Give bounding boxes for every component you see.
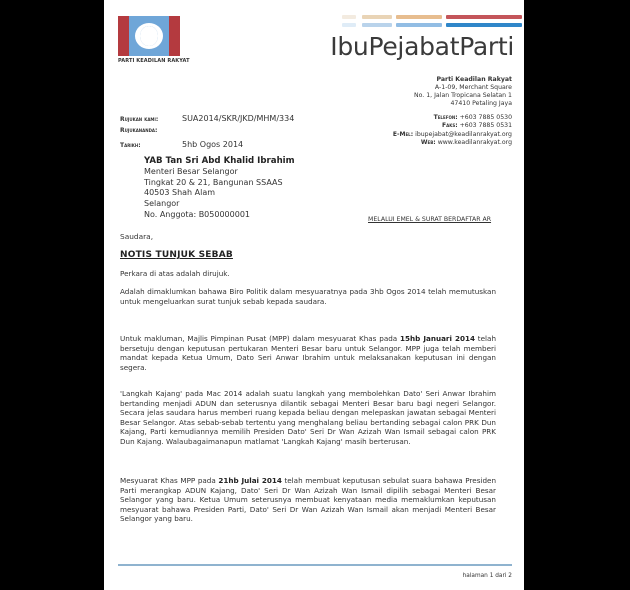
- web-row: [393, 139, 512, 147]
- text-run: telah membuat keputusan sebulat suara bahawa Presiden Parti merangkap ADUN Kajang, Dato' Seri Dr Wan Azizah Wan Ismail dipilih sebagai Menteri Besar Selangor yang baru. Ketua Umum seterusnya membuat kenyataan media memaklumkan keputusan mesyuarat bahawa Presiden Parti, Dato' Seri Dr Wan Azizah Wan Ismail akan menjadi Menteri Besar Selangor yang baru.: [120, 476, 496, 524]
- paragraph-3: 'Langkah Kajang' pada Mac 2014 adalah suatu langkah yang membolehkan Dato' Seri Anwar Ibrahim bertanding menjadi ADUN dan seterusnya dilantik sebagai Menteri Besar baru bagi negeri Selangor. Secara jelas saudara harus memberi ruang kepada beliau dengan melepaskan jawatan sebagai Menteri Besar Selangor. Atas sebab-sebab tertentu yang menghalang beliau bertanding sebagai calon PRK Dun Kajang, Parti kemudiannya memilih Presiden Dato' Seri Dr Wan Azizah Wan Ismail sebagai calon PRK Dun Kajang. Walaubagaimanapun matlamat 'Langkah Kajang' masih berterusan.: [120, 389, 496, 446]
- color-bar-bottom: [342, 23, 514, 27]
- contact-info: [393, 114, 512, 147]
- telephone-value: +603 7885 0530: [459, 114, 512, 121]
- logo-eye-inner: [140, 26, 158, 46]
- bold-date: 15hb Januari 2014: [400, 334, 475, 343]
- fax-value: +603 7885 0531: [459, 122, 512, 130]
- footer-divider: [118, 564, 512, 566]
- bar-segment: [446, 15, 522, 19]
- party-logo: [118, 16, 180, 56]
- bar-segment: [342, 15, 356, 19]
- brand-title: IbuPejabatParti: [330, 32, 514, 61]
- office-address: [414, 76, 512, 108]
- web-label: Web:: [420, 138, 436, 146]
- bar-segment: [446, 23, 522, 27]
- bar-segment: [362, 15, 392, 19]
- logo-caption: PARTI KEADILAN RAKYAT: [118, 58, 190, 64]
- our-ref-value: SUA2014/SKR/JKD/MHM/334: [182, 114, 295, 123]
- recipient-block: [144, 156, 295, 221]
- text-run: Untuk makluman, Majlis Pimpinan Pusat (MPP) dalam mesyuarat Khas pada: [120, 334, 401, 343]
- telephone-label: Telefon:: [433, 114, 458, 121]
- address-line: No. 1, Jalan Tropicana Selatan 1: [414, 92, 512, 99]
- date-label: Tarikh:: [120, 142, 141, 149]
- recipient-line: Selangor: [144, 199, 180, 209]
- fax-label: Faks:: [442, 122, 458, 130]
- text-run: Mesyuarat Khas MPP pada: [120, 476, 219, 485]
- recipient-line: 40503 Shah Alam: [144, 188, 216, 198]
- bar-segment: [362, 23, 392, 27]
- recipient-line: Menteri Besar Selangor: [144, 166, 238, 176]
- letter-subject: NOTIS TUNJUK SEBAB: [120, 250, 233, 260]
- bold-date: 21hb Julai 2014: [218, 476, 282, 485]
- recipient-name: YAB Tan Sri Abd Khalid Ibrahim: [144, 156, 295, 166]
- logo-red-bar-left: [118, 16, 129, 56]
- salutation: Saudara,: [120, 232, 154, 241]
- address-line: 47410 Petaling Jaya: [450, 100, 512, 107]
- fax-row: [393, 122, 512, 130]
- paragraph-0: Perkara di atas adalah dirujuk.: [120, 269, 230, 278]
- text-run: telah bersetuju dengan keputusan pertukaran Menteri Besar baru untuk Selangor. MPP juga telah memberi mandat kepada Ketua Umum, Dato Seri Anwar Ibrahim untuk melaksanakan keputusan ini dengan segera.: [120, 334, 497, 372]
- org-name: Parti Keadilan Rakyat: [436, 76, 512, 83]
- recipient-line: Tingkat 20 & 21, Bangunan SSAAS: [144, 177, 283, 187]
- page-number: halaman 1 dari 2: [462, 573, 512, 579]
- your-ref-label: Rujukananda:: [120, 127, 158, 134]
- email-row: [393, 131, 512, 139]
- logo-red-bar-right: [169, 16, 180, 56]
- color-bars: [342, 15, 514, 31]
- paragraph-1: Adalah dimaklumkan bahawa Biro Politik dalam mesyuaratnya pada 3hb Ogos 2014 telah memutuskan untuk mengeluarkan surat tunjuk sebab kepada saudara.: [120, 287, 496, 306]
- recipient-line: No. Anggota: B050000001: [144, 209, 250, 219]
- telephone-row: [393, 114, 512, 122]
- address-line: A-1-09, Merchant Square: [434, 84, 512, 91]
- email-link[interactable]: ibupejabat@keadilanrakyat.org: [415, 130, 512, 138]
- bar-segment: [342, 23, 356, 27]
- paragraph-2: [120, 334, 496, 372]
- bar-segment: [396, 23, 442, 27]
- our-ref-label: Rujukan kami:: [120, 116, 159, 123]
- web-link[interactable]: www.keadilanrakyat.org: [437, 138, 512, 146]
- letter-page: [104, 0, 524, 590]
- delivery-method: MELALUI EMEL & SURAT BERDAFTAR AR: [368, 216, 492, 223]
- bar-segment: [396, 15, 442, 19]
- color-bar-top: [342, 15, 514, 19]
- email-label: E-Mel:: [392, 130, 414, 138]
- paragraph-4: [120, 476, 496, 524]
- date-value: 5hb Ogos 2014: [182, 140, 244, 149]
